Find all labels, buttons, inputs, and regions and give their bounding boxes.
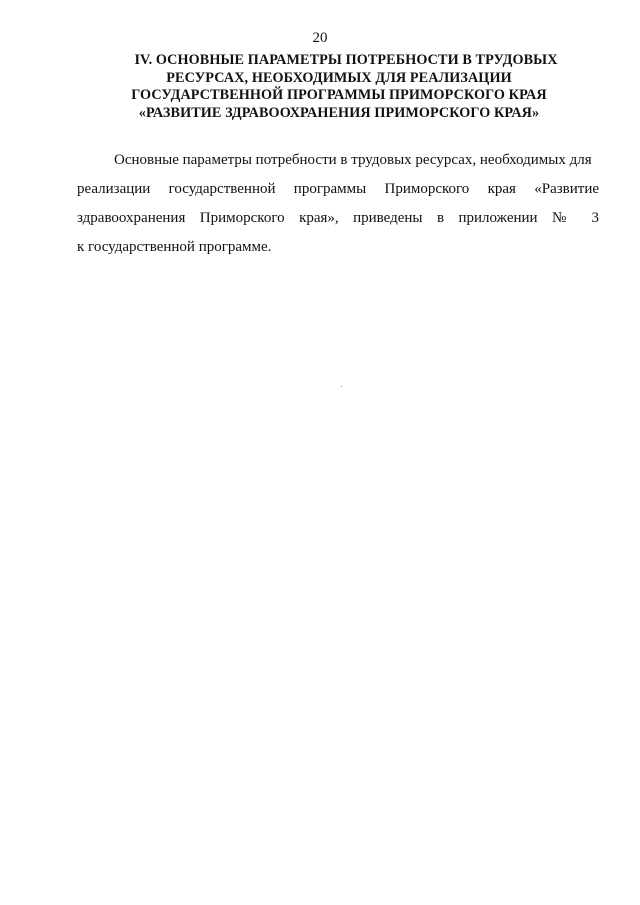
- section-heading-line: РЕСУРСАХ, НЕОБХОДИМЫХ ДЛЯ РЕАЛИЗАЦИИ: [166, 69, 512, 86]
- page-number: 20: [312, 30, 328, 46]
- body-paragraph: [77, 146, 599, 262]
- paragraph-line: Основные параметры потребности в трудовых ресурсах, необходимых для: [114, 152, 592, 168]
- paragraph-line: здравоохранения Приморского края», приведены в приложении № 3: [77, 210, 599, 226]
- paragraph-line: к государственной программе.: [77, 239, 272, 255]
- section-heading-line: «РАЗВИТИЕ ЗДРАВООХРАНЕНИЯ ПРИМОРСКОГО КРАЯ»: [138, 104, 540, 121]
- scan-speck: [341, 386, 342, 387]
- section-heading: [78, 52, 600, 122]
- section-heading-line: IV. ОСНОВНЫЕ ПАРАМЕТРЫ ПОТРЕБНОСТИ В ТРУДОВЫХ: [134, 52, 558, 68]
- section-heading-line: ГОСУДАРСТВЕННОЙ ПРОГРАММЫ ПРИМОРСКОГО КРАЯ: [131, 87, 547, 103]
- paragraph-line: реализации государственной программы Приморского края «Развитие: [77, 181, 599, 197]
